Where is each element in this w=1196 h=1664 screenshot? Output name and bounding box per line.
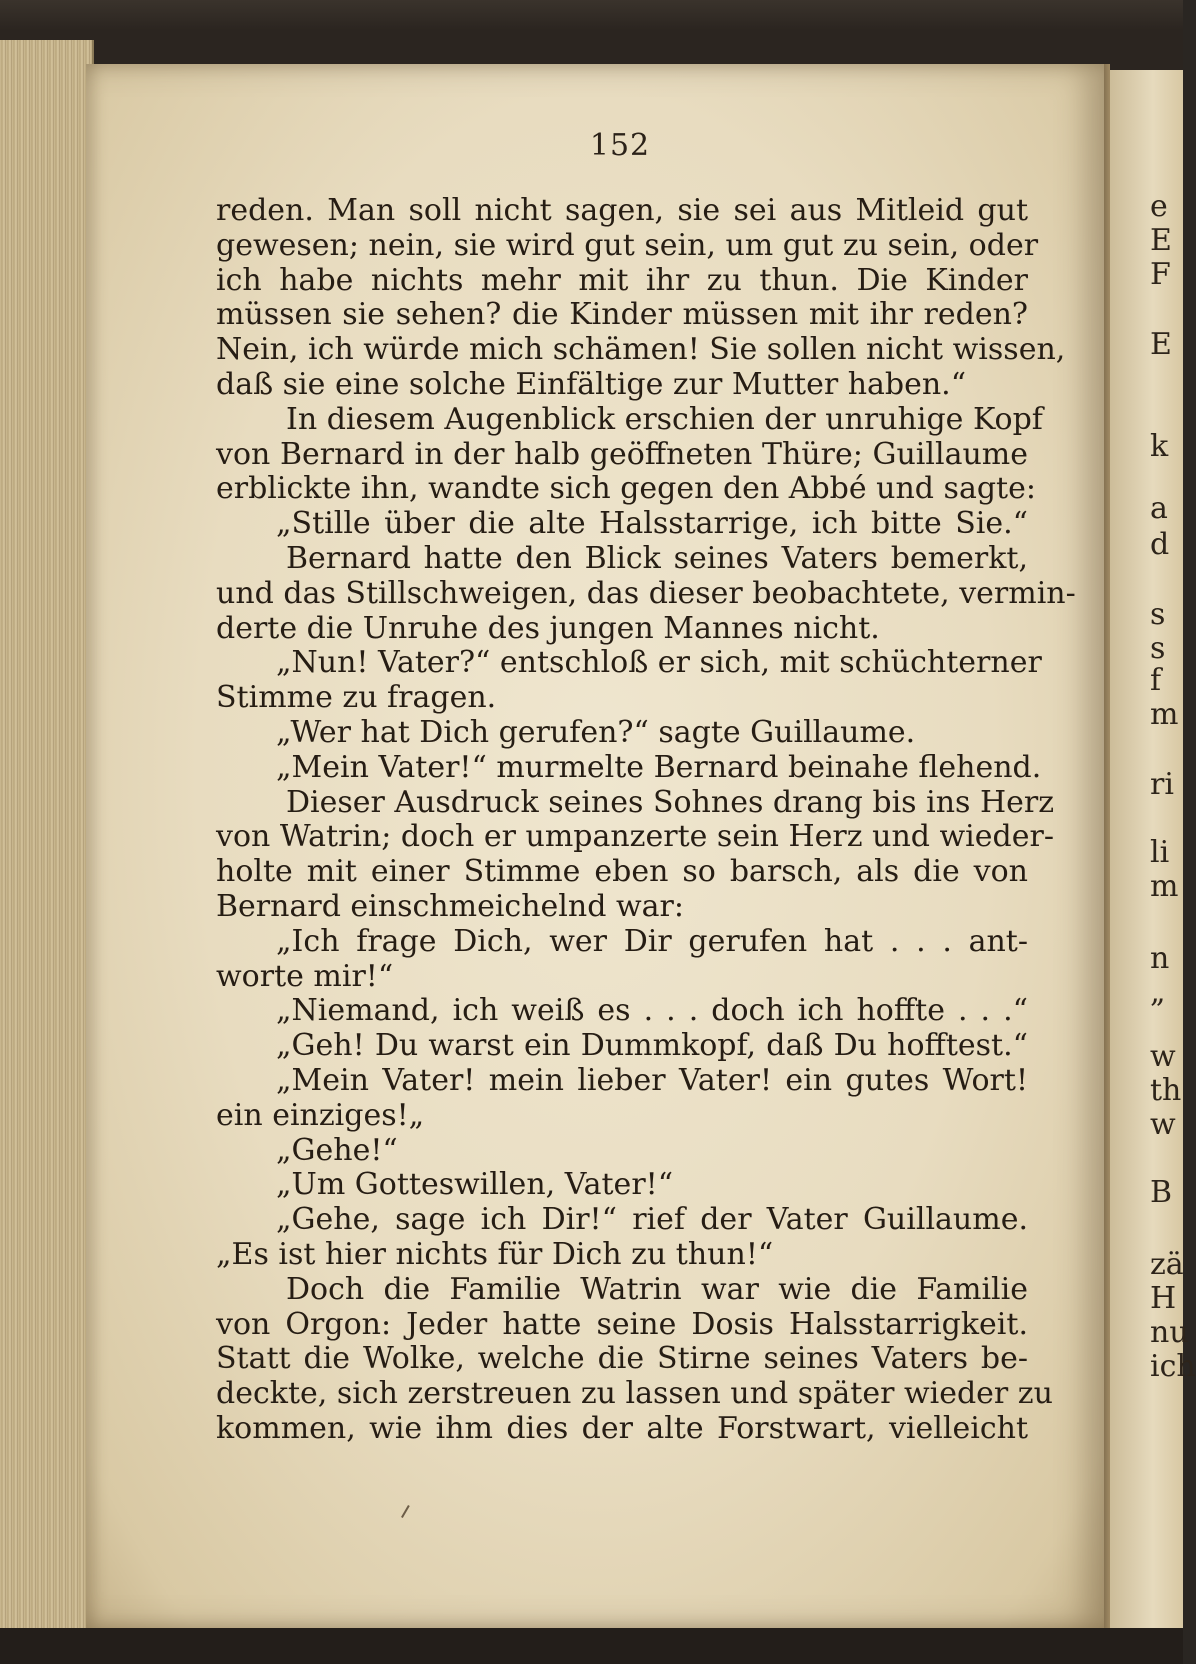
facing-page-fragment: m: [1150, 869, 1179, 904]
text-line: daß sie eine solche Einfältige zur Mutter haben.“: [216, 366, 967, 402]
text-line: „Gehe, sage ich Dir!“ rief der Vater Guillaume.: [276, 1202, 1028, 1238]
facing-page-fragment: li: [1150, 835, 1170, 870]
text-line: „Ich frage Dich, wer Dir gerufen hat . . . ant-: [276, 923, 1028, 959]
text-line: „Es ist hier nichts für Dich zu thun!“: [216, 1236, 774, 1272]
text-line: holte mit einer Stimme eben so barsch, als die von: [216, 854, 1028, 890]
text-line: ein einziges!„: [216, 1097, 425, 1133]
page-number: 152: [589, 128, 651, 163]
text-line: derte die Unruhe des jungen Mannes nicht.: [216, 610, 880, 646]
scan-bottom-edge: [0, 1628, 1183, 1664]
facing-page-fragment: zä: [1150, 1247, 1184, 1282]
text-line: ich habe nichts mehr mit ihr zu thun. Die Kinder: [216, 262, 1028, 298]
text-line: gewesen; nein, sie wird gut sein, um gut zu sein, oder: [216, 227, 1039, 263]
facing-page-fragment: w: [1150, 1107, 1176, 1142]
text-line: „Mein Vater! mein lieber Vater! ein gutes Wort!: [276, 1062, 1028, 1098]
text-line: deckte, sich zerstreuen zu lassen und später wieder zu: [216, 1376, 1053, 1412]
text-line: Statt die Wolke, welche die Stirne seines Vaters be-: [216, 1341, 1028, 1377]
text-line: von Bernard in der halb geöffneten Thüre; Guillaume: [216, 436, 1028, 472]
facing-page-fragment: f: [1150, 663, 1162, 698]
facing-page-fragment: d: [1150, 527, 1170, 562]
facing-page-fragment: B: [1150, 1175, 1173, 1210]
facing-page-fragment: ri: [1150, 767, 1174, 802]
text-line: und das Stillschweigen, das dieser beobachtete, vermin-: [216, 575, 1076, 611]
facing-page-fragment: „: [1150, 975, 1166, 1010]
text-line: „Wer hat Dich gerufen?“ sagte Guillaume.: [276, 714, 916, 750]
text-line: von Watrin; doch er umpanzerte sein Herz und wieder-: [216, 819, 1054, 855]
text-line: „Geh! Du warst ein Dummkopf, daß Du hofftest.“: [276, 1028, 1028, 1064]
facing-page-fragment: k: [1150, 429, 1169, 464]
text-line: Bernard hatte den Blick seines Vaters bemerkt,: [286, 540, 1028, 576]
page-stack-edge: [0, 40, 94, 1630]
text-line: „Gehe!“: [276, 1132, 398, 1168]
text-line: erblickte ihn, wandte sich gegen den Abbé und sagte:: [216, 471, 1036, 507]
facing-page-fragment: s: [1150, 597, 1166, 632]
text-line: Nein, ich würde mich schämen! Sie sollen nicht wissen,: [216, 332, 1066, 368]
text-line: Stimme zu fragen.: [216, 680, 497, 716]
facing-page-fragment: th: [1150, 1073, 1182, 1108]
text-line: von Orgon: Jeder hatte seine Dosis Halsstarrigkeit.: [216, 1306, 1028, 1342]
text-line: müssen sie sehen? die Kinder müssen mit ihr reden?: [216, 297, 1028, 333]
facing-page-fragment: w: [1150, 1039, 1176, 1074]
text-line: Bernard einschmeichelnd war:: [216, 888, 684, 924]
facing-page-fragment: E: [1150, 223, 1172, 258]
text-line: „Stille über die alte Halsstarrige, ich bitte Sie.“: [276, 506, 1028, 542]
text-line: „Mein Vater!“ murmelte Bernard beinahe flehend.: [276, 749, 1042, 785]
facing-page-fragment: H: [1150, 1281, 1177, 1316]
text-line: „Um Gotteswillen, Vater!“: [276, 1167, 674, 1203]
facing-page-fragment: ich: [1150, 1349, 1196, 1384]
text-line: worte mir!“: [216, 958, 394, 994]
body-text: [216, 193, 1076, 1447]
text-line: „Niemand, ich weiß es . . . doch ich hoffte . . .“: [276, 993, 1028, 1029]
facing-page-fragment: s: [1150, 631, 1166, 666]
facing-page-fragment: nu: [1150, 1315, 1189, 1350]
text-line: Doch die Familie Watrin war wie die Familie: [286, 1271, 1028, 1307]
facing-page: [1108, 70, 1183, 1628]
facing-page-fragment: F: [1150, 257, 1171, 292]
text-line: kommen, wie ihm dies der alte Forstwart, vielleicht: [216, 1410, 1028, 1446]
facing-page-fragment: E: [1150, 327, 1172, 362]
text-line: „Nun! Vater?“ entschloß er sich, mit schüchterner: [276, 645, 1042, 681]
facing-page-fragment: a: [1150, 491, 1168, 526]
facing-page-fragment: n: [1150, 941, 1170, 976]
facing-page-fragment: e: [1150, 189, 1168, 224]
text-line: In diesem Augenblick erschien der unruhige Kopf: [286, 401, 1043, 437]
text-line: Dieser Ausdruck seines Sohnes drang bis ins Herz: [286, 784, 1055, 820]
text-line: reden. Man soll nicht sagen, sie sei aus Mitleid gut: [216, 193, 1028, 228]
facing-page-fragment: m: [1150, 697, 1179, 732]
